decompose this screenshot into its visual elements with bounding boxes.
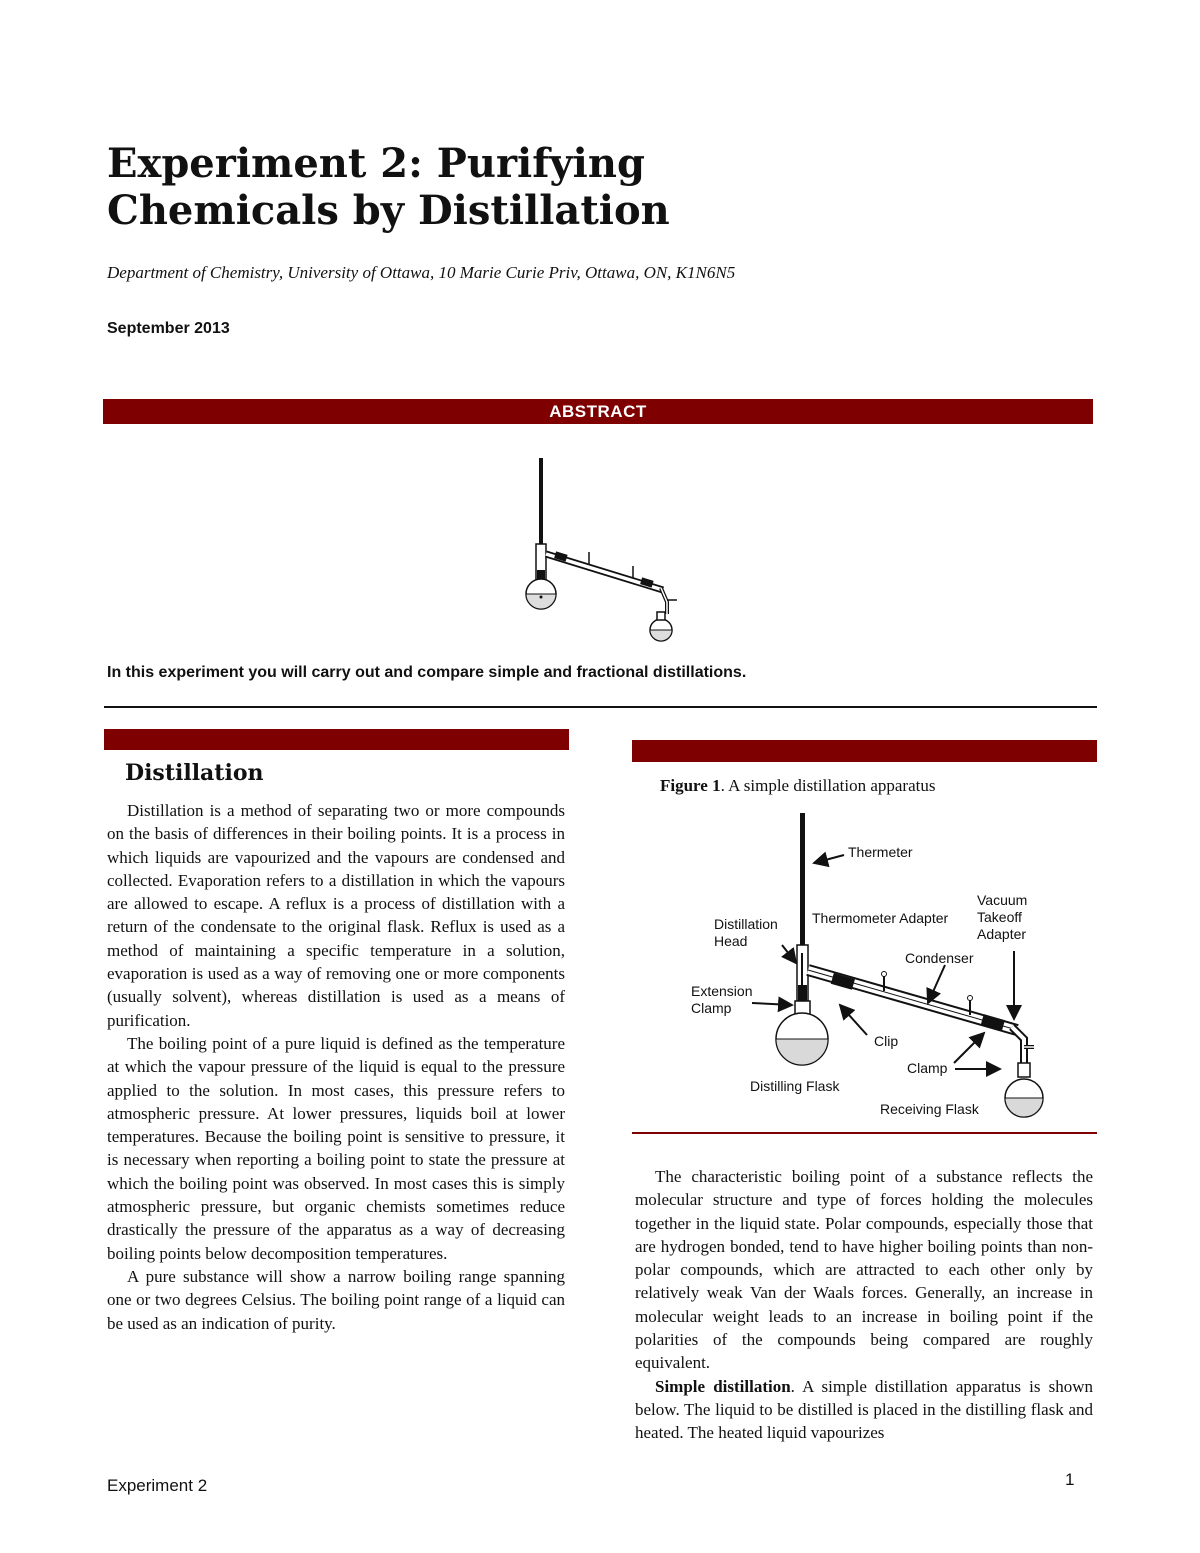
abstract-apparatus-image xyxy=(515,452,685,647)
left-column-bar xyxy=(104,729,569,750)
paragraph: Distillation is a method of separating two or more compounds on the basis of differences in their boiling points. It is a process in which liquids are vapourized and the vapours are condensed and collected. Evaporation refers to a distillation in which the vapours are allowed to escape. A reflux is a process of distillation with a return of the condensate to the original flask. Reflux is used as a method of maintaining a specific temperature in a solution, evaporation is used as a way of removing one or more components (usually solvent), whereas distillation is used as a means of purification. xyxy=(107,801,565,1030)
label-line: Clamp xyxy=(691,1000,732,1016)
paragraph: The boiling point of a pure liquid is defined as the temperature at which the vapour pressure of the liquid is equal to the pressure applied to the solution. In most cases, this pressure refers to atmospheric pressure. At lower pressures, liquids boil at lower temperatures. Because the boiling point is sensitive to pressure, it is necessary when reporting a boiling point to state the pressure at which the boiling point was observed. In most cases this is simply atmospheric pressure, but organic chemists sometimes reduce drastically the pressure of the apparatus as a way of decreasing boiling points below decomposition temperatures. xyxy=(107,1033,565,1263)
figure-caption xyxy=(660,776,935,796)
label-clamp: Clamp xyxy=(907,1060,948,1076)
footer-label: Experiment 2 xyxy=(107,1476,208,1495)
figure-caption-text: . A simple distillation apparatus xyxy=(720,776,936,795)
simple-distillation-term: Simple distillation xyxy=(655,1376,791,1396)
abstract-text: In this experiment you will carry out and compare simple and fractional distillations. xyxy=(107,664,747,681)
paragraph-text: . A simple distillation apparatus is shown below. The liquid to be distilled is placed in the distilling flask and heated. The heated liquid vapourizes xyxy=(635,1376,1093,1443)
paragraph: A pure substance will show a narrow boiling range spanning one or two degrees Celsius. The boiling point range of a liquid can be used as an indication of purity. xyxy=(107,1266,565,1333)
label-condenser: Condenser xyxy=(905,950,974,966)
left-column-text xyxy=(107,799,565,1335)
paragraph xyxy=(635,1375,1093,1445)
title-line-2: Chemicals by Distillation xyxy=(107,187,670,234)
figure-caption-label: Figure 1 xyxy=(660,776,721,795)
page-number: 1 xyxy=(1065,1470,1075,1489)
label-clip: Clip xyxy=(874,1033,899,1049)
label-line: Head xyxy=(714,933,748,949)
paragraph: The characteristic boiling point of a substance reflects the molecular structure and type of forces holding the molecules together in the liquid state. Polar compounds, especially those that are hydrogen bonded, tend to have higher boiling points than non-polar compounds, which are attracted to each other only by relatively weak Van der Waals forces. Generally, an increase in molecular weight leads to an increase in boiling point if the polarities of the compounds being compared are roughly equivalent. xyxy=(635,1167,1093,1373)
label-line: Takeoff xyxy=(977,909,1022,925)
section-divider xyxy=(104,706,1097,708)
figure-rule xyxy=(632,1132,1097,1134)
label-line: Vacuum xyxy=(977,892,1028,908)
label-receiving-flask: Receiving Flask xyxy=(880,1101,979,1117)
label-line: Distillation xyxy=(714,916,778,932)
affiliation: Department of Chemistry, University of Ottawa, 10 Marie Curie Priv, Ottawa, ON, K1N6N5 xyxy=(107,263,736,282)
publication-date: September 2013 xyxy=(107,320,230,337)
right-column-text xyxy=(635,1165,1093,1445)
label-line: Adapter xyxy=(977,926,1027,942)
label-thermometer-adapter: Thermometer Adapter xyxy=(812,910,949,926)
section-heading: Distillation xyxy=(125,760,264,786)
label-distilling-flask: Distilling Flask xyxy=(750,1078,840,1094)
title-line-1: Experiment 2: Purifying xyxy=(107,140,645,187)
label-thermometer: Thermeter xyxy=(848,844,913,860)
label-distillation-head xyxy=(714,916,778,950)
page-title xyxy=(107,140,807,234)
label-vacuum-takeoff-adapter xyxy=(977,892,1027,943)
label-extension-clamp xyxy=(691,983,752,1017)
label-line: Extension xyxy=(691,983,753,999)
right-column-bar xyxy=(632,740,1097,762)
abstract-heading: ABSTRACT xyxy=(103,399,1093,424)
